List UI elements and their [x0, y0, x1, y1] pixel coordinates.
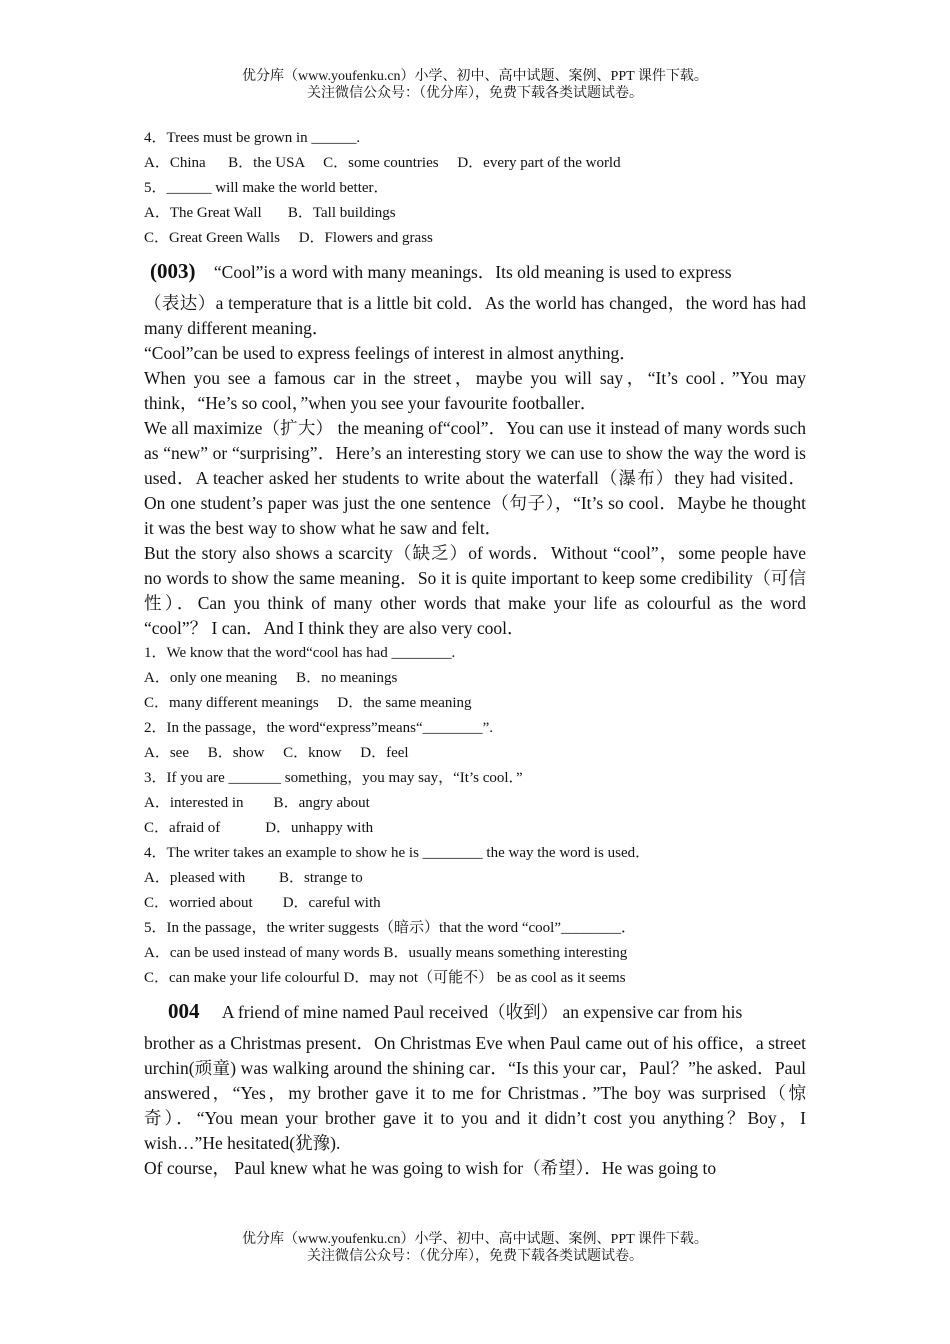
- passage-text: A friend of mine named Paul received（收到） an expensive car from his: [221, 1002, 743, 1022]
- passage-paragraph: Of course， Paul knew what he was going to wish for（希望）．He was going to: [144, 1158, 717, 1178]
- question-line: 5．In the passage，the writer suggests（暗示）that the word “cool”________．: [144, 920, 636, 936]
- question-line: A．pleased with B．strange to: [144, 870, 363, 886]
- question-line: 3．If you are _______ something，you may say，“It’s cool．”: [144, 770, 523, 786]
- document-body: [144, 126, 806, 1181]
- section-tag: 004: [168, 999, 200, 1023]
- section-tag: (003): [150, 259, 196, 283]
- question-line: A．The Great Wall B．Tall buildings: [144, 205, 396, 221]
- passage-text: “Cool”is a word with many meanings．Its old meaning is used to express: [213, 262, 732, 282]
- question-line: C．afraid of D．unhappy with: [144, 820, 374, 836]
- passage-paragraph: When you see a famous car in the street，maybe you will say，“It’s cool．”You may think，“He’s so cool，”when you see your favourite footballer．: [144, 368, 806, 413]
- question-line: C．can make your life colourful D．may not（可能不） be as cool as it seems: [144, 970, 626, 986]
- passage-paragraph: We all maximize（扩大） the meaning of“cool”．You can use it instead of many words such as “new” or “surprising”．Here’s an interesting story we can use to show the way the word is used．A teacher asked her students to write about the waterfall（瀑布）they had visited．On one student’s paper was just the one sentence（句子），“It’s so cool．Maybe he thought it was the best way to show what he saw and felt．: [144, 418, 806, 538]
- header-line-1: 优分库（www.youfenku.cn）小学、初中、高中试题、案例、PPT 课件下载。: [242, 69, 708, 84]
- passage-paragraph: “Cool”can be used to express feelings of interest in almost anything．: [144, 343, 637, 363]
- section-004: [144, 993, 806, 1181]
- header-line-2: 关注微信公众号：（优分库），免费下载各类试题试卷。: [307, 86, 643, 101]
- question-line: C．many different meanings D．the same meaning: [144, 695, 472, 711]
- question-line: A．interested in B．angry about: [144, 795, 370, 811]
- page-header: [0, 68, 950, 102]
- footer-line-2: 关注微信公众号：（优分库），免费下载各类试题试卷。: [307, 1249, 643, 1264]
- question-line: 4．The writer takes an example to show he is ________ the way the word is used．: [144, 845, 651, 861]
- question-line: 5．______ will make the world better．: [144, 180, 389, 196]
- question-line: A．can be used instead of many words B．usually means something interesting: [144, 945, 628, 961]
- section-003: [144, 253, 806, 991]
- footer-line-1: 优分库（www.youfenku.cn）小学、初中、高中试题、案例、PPT 课件下载。: [242, 1232, 708, 1247]
- passage-paragraph: But the story also shows a scarcity（缺乏）of words．Without “cool”，some people have no words to show the same meaning．So it is quite important to keep some credibility（可信性）．Can you think of many other words that make your life as colourful as the word “cool”？ I can．And I think they are also very cool．: [144, 543, 806, 638]
- question-line: 2．In the passage，the word“express”means“________”.: [144, 720, 494, 736]
- question-line: A．China B．the USA C．some countries D．every part of the world: [144, 155, 621, 171]
- passage-first-line: [144, 993, 806, 1031]
- passage-paragraph: brother as a Christmas present．On Christmas Eve when Paul came out of his office，a street urchin(顽童) was walking around the shining car．“Is this your car，Paul？”he asked．Paul answered，“Yes，my brother gave it to me for Christmas．”The boy was surprised（惊奇）．“You mean your brother gave it to you and it didn’t cost you anything？Boy，I wish…”He hesitated(犹豫).: [144, 1033, 806, 1153]
- section-003-questions: [144, 641, 806, 991]
- question-line: 1．We know that the word“cool has had ________.: [144, 645, 456, 661]
- question-line: C．worried about D．careful with: [144, 895, 381, 911]
- section-002-questions: [144, 126, 806, 251]
- question-line: 4．Trees must be grown in ______.: [144, 130, 361, 146]
- question-line: A．only one meaning B．no meanings: [144, 670, 398, 686]
- question-line: C．Great Green Walls D．Flowers and grass: [144, 230, 433, 246]
- passage-paragraph: （表达）a temperature that is a little bit cold．As the world has changed，the word has had many different meaning．: [144, 293, 806, 338]
- question-line: A．see B．show C．know D．feel: [144, 745, 409, 761]
- page-footer: [0, 1231, 950, 1265]
- passage-first-line: [144, 253, 806, 291]
